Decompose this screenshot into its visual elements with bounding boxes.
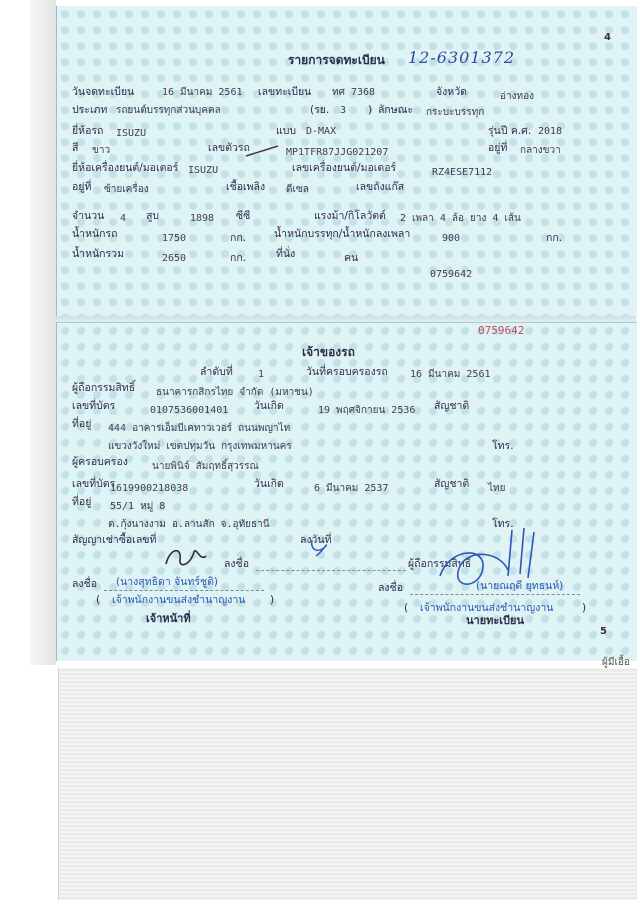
official1-name: (นางสุทธิดา จันทร์ชูติ) [116, 576, 219, 588]
location-value: กลางขวา [520, 145, 561, 156]
possessor-value: นายพินิจ์ สัมฤทธิ์สุวรรณ [152, 461, 259, 472]
hp-label: แรงม้า/กิโลวัตต์ [314, 210, 386, 222]
official2-position: เจ้าพนักงานขนส่งชำนาญงาน [420, 602, 554, 614]
contract-label: สัญญาเช่าซื้อเลขที่ [72, 534, 157, 546]
nation-label: สัญชาติ [434, 400, 470, 412]
engine-loc-label: อยู่ที่ [72, 181, 92, 193]
weight-label: น้ำหนักรถ [72, 228, 118, 240]
addr2-label: ที่อยู่ [72, 496, 92, 508]
style-label: ลักษณะ [378, 104, 414, 116]
page-number-bottom: 5 [600, 626, 607, 637]
addr2-value-1: 55/1 หมู่ 8 [110, 501, 166, 512]
card-label: เลขที่บัตร [72, 400, 116, 412]
chassis-value: MP1TFR87JJG021207 [286, 147, 389, 158]
signature-official-1 [160, 542, 210, 572]
color-value: ขาว [92, 145, 111, 156]
document-number: 0759642 [430, 269, 473, 280]
sign1-label: ลงชื่อ [224, 558, 249, 570]
gross-label: น้ำหนักรวม [72, 248, 124, 260]
gross-value: 2650 [162, 253, 187, 264]
gas-label: เลขถังแก๊ส [356, 181, 405, 193]
cc-label: ซีซี [236, 210, 251, 222]
paren-close-1: ) [270, 594, 275, 606]
holder-label: ผู้ถือกรรมสิทธิ์ [72, 382, 136, 394]
style-value: กระบะบรรทุก [426, 107, 485, 118]
paren-open-1: ( [96, 594, 101, 606]
birth2-value: 6 มีนาคม 2537 [314, 483, 389, 494]
load-value: 900 [442, 233, 461, 244]
reg-date-value: 16 มีนาคม 2561 [162, 87, 243, 98]
card2-value: 1619900218038 [110, 483, 189, 494]
code-suffix: ) [368, 104, 373, 116]
code-prefix: (รย. [310, 104, 330, 116]
possess-date-label: วันที่ครอบครองรถ [306, 366, 388, 378]
birth-value: 19 พฤศจิกายน 2536 [318, 405, 416, 416]
red-serial: 0759642 [478, 324, 525, 337]
piston-label: สูบ [146, 210, 160, 222]
official2-sign-line [410, 594, 580, 595]
chassis-label: เลขตัวรถ [208, 142, 250, 154]
province-label: จังหวัด [436, 86, 467, 98]
order-value: 1 [258, 369, 265, 380]
left-margin-strip [30, 0, 56, 665]
signature-mark [308, 536, 332, 560]
year-label: รุ่นปี ค.ศ. [488, 125, 532, 137]
official2-name: (นายณฤดี ยุทธนห์) [476, 580, 564, 592]
model-label: แบบ [276, 125, 297, 137]
addr-label: ที่อยู่ [72, 418, 92, 430]
weight-value: 1750 [162, 233, 187, 244]
engine-loc-value: ซ้ายเครื่อง [104, 184, 149, 195]
owner-title: เจ้าของรถ [302, 345, 355, 359]
official1-sign-label: ลงชื่อ [72, 578, 97, 590]
addr-value-2: แขวงวังใหม่ เขตปทุมวัน กรุงเทพมหานคร [108, 441, 292, 452]
kg-label-3: กก. [230, 252, 247, 264]
registration-title: รายการจดทะเบียน [288, 53, 385, 67]
engine-brand-label: ยี่ห้อเครื่องยนต์/มอเตอร์ [72, 162, 179, 174]
contract-date-label: ลงวันที่ [300, 534, 332, 546]
sign1-role: ผู้ถือกรรมสิทธิ์ [408, 558, 472, 570]
location-label: อยู่ที่ [488, 142, 508, 154]
card-value: 0107536001401 [150, 405, 229, 416]
fuel-label: เชื้อเพลิง [226, 181, 266, 193]
order-label: ลำดับที่ [200, 366, 233, 378]
possess-date-value: 16 มีนาคม 2561 [410, 369, 491, 380]
blurred-next-page [58, 668, 637, 900]
birth2-label: วันเกิด [254, 478, 284, 490]
load-label: น้ำหนักบรรทุก/น้ำหนักลงเพลา [274, 228, 411, 240]
paren-open-2: ( [404, 602, 409, 614]
ink-stroke [244, 144, 280, 158]
addr-value-1: 444 อาคารเอ็มบีเคทาวเวอร์ ถนนพญาไท [108, 423, 291, 434]
official2-sign-label: ลงชื่อ [378, 582, 403, 594]
engine-no-value: RZ4ESE7112 [432, 167, 493, 178]
addr2-value-2: ต.กุ้งนางงาม อ.ลานสัก จ.อุทัยธานี [108, 519, 270, 530]
type-label: ประเภท [72, 104, 108, 116]
tel-label-1: โทร. [492, 440, 514, 452]
engine-brand-value: ISUZU [188, 165, 219, 176]
model-value: D-MAX [306, 126, 337, 137]
card2-label: เลขที่บัตร [72, 478, 116, 490]
count-value: 4 [120, 213, 127, 224]
axle-value: 2 เพลา 4 ล้อ ยาง 4 เส้น [400, 213, 521, 224]
holder-value: ธนาคารกสิกรไทย จำกัด (มหาชน) [156, 387, 314, 398]
piston-value: 1898 [190, 213, 215, 224]
nation2-label: สัญชาติ [434, 478, 470, 490]
province-value: อ่างทอง [500, 91, 534, 102]
year-value: 2018 [538, 126, 563, 137]
sign1-line [256, 570, 406, 571]
birth-label: วันเกิด [254, 400, 284, 412]
possessor-label: ผู้ครอบครอง [72, 456, 128, 468]
engine-no-label: เลขเครื่องยนต์/มอเตอร์ [292, 162, 397, 174]
reg-date-label: วันจดทะเบียน [72, 86, 135, 98]
nation2-value: ไทย [488, 483, 506, 494]
paren-close-2: ) [582, 602, 587, 614]
color-label: สี [72, 142, 79, 154]
seat-unit: คน [344, 252, 359, 264]
official1-sign-line [104, 590, 264, 591]
brand-value: ISUZU [116, 128, 147, 139]
seat-label: ที่นั่ง [276, 248, 296, 260]
tel-label-2: โทร. [492, 518, 514, 530]
plate-label: เลขทะเบียน [258, 86, 312, 98]
handwritten-number: 12-6301372 [408, 48, 516, 67]
kg-label-2: กก. [546, 232, 563, 244]
page-number-top: 4 [604, 32, 611, 43]
brand-label: ยี่ห้อรถ [72, 125, 104, 137]
kg-label-1: กก. [230, 232, 247, 244]
code-value: 3 [340, 105, 347, 116]
official1-role: เจ้าหน้าที่ [146, 612, 191, 625]
type-value: รถยนต์บรรทุกส่วนบุคคล [116, 105, 221, 116]
count-label: จำนวน [72, 210, 105, 222]
edge-text: ผู้มีเอื้อ [602, 657, 630, 668]
official2-role: นายทะเบียน [466, 614, 525, 627]
plate-value: ทศ 7368 [332, 87, 376, 98]
fuel-value: ดีเซล [286, 184, 309, 195]
official1-position: เจ้าพนักงานขนส่งชำนาญงาน [112, 594, 246, 606]
